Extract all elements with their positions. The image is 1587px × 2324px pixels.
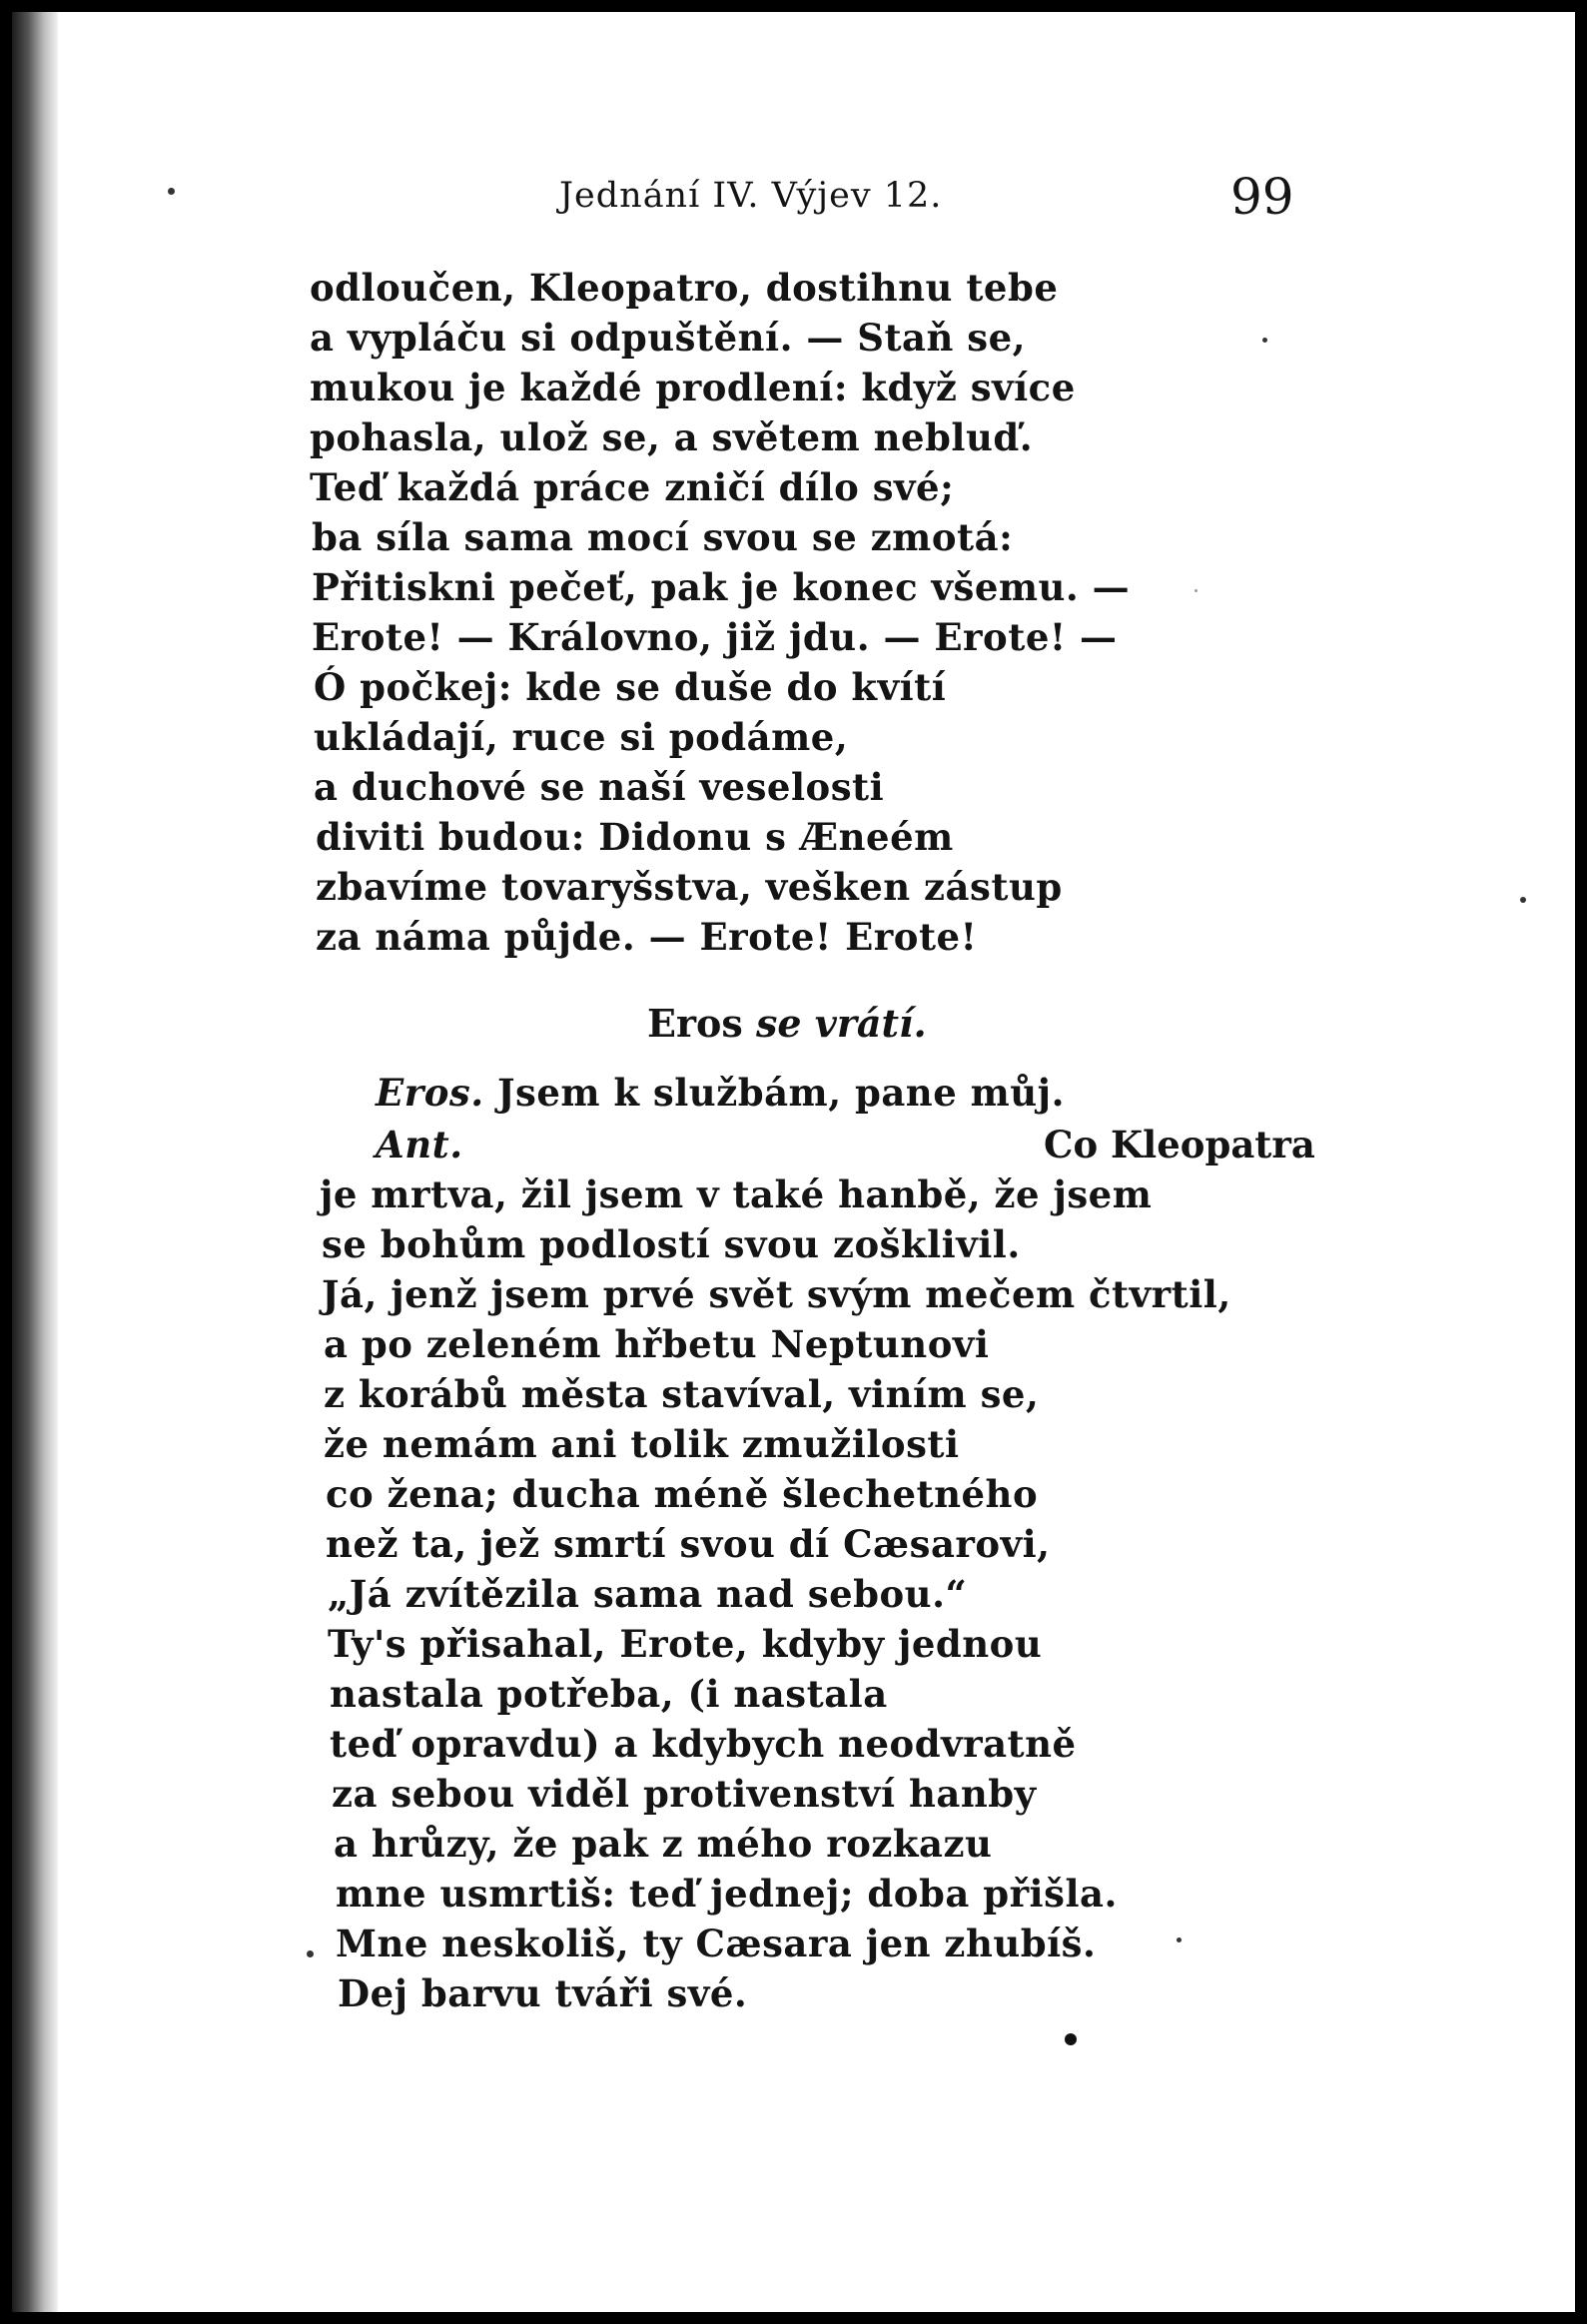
verse-line: mne usmrtiš: teď jednej; doba přišla. (336, 1872, 1118, 1916)
verse-line: za náma půjde. — Erote! Erote! (316, 915, 978, 959)
verse-line: zbavíme tovaryšstva, vešken zástup (316, 865, 1063, 909)
verse-line: nastala potřeba, (i nastala (330, 1672, 888, 1716)
verse-line: a hrůzy, že pak z mého rozkazu (334, 1822, 993, 1866)
verse-line: z korábů města stavíval, viním se, (324, 1372, 1040, 1416)
verse-line: mukou je každé prodlení: když svíce (310, 366, 1076, 409)
scan-speck (168, 188, 175, 195)
verse-line: ba síla sama mocí svou se zmotá: (312, 515, 1014, 559)
verse-line: Teď každá práce zničí dílo své; (310, 465, 955, 509)
scan-speck (1065, 2033, 1077, 2045)
stage-direction-name: Eros (647, 1001, 743, 1046)
verse-line: pohasla, ulož se, a světem nebluď. (310, 415, 1034, 459)
verse-line: a po zeleném hřbetu Neptunovi (324, 1322, 990, 1366)
verse-line: a vypláču si odpuštění. — Staň se, (310, 316, 1027, 360)
running-header: Jednání IV. Výjev 12. (559, 176, 943, 216)
scan-speck (1262, 338, 1267, 343)
verse-line: Mne neskoliš, ty Cæsara jen zhubíš. (336, 1922, 1097, 1965)
eros-speech (376, 1071, 1065, 1115)
stage-direction-action: se vrátí. (755, 1001, 927, 1046)
verse-line: a duchové se naší veselosti (314, 765, 885, 809)
speaker-eros: Eros. (376, 1071, 484, 1115)
page-number: 99 (1230, 168, 1294, 226)
verse-line: je mrtva, žil jsem v také hanbě, že jsem (320, 1172, 1153, 1216)
antony-first-text: Co Kleopatra (1044, 1123, 1315, 1166)
verse-line: ukládají, ruce si podáme, (314, 715, 849, 759)
stage-direction (647, 1001, 927, 1046)
verse-line: než ta, jež smrtí svou dí Cæsarovi, (326, 1522, 1051, 1566)
verse-line: Já, jenž jsem prvé svět svým mečem čtvrtil, (322, 1272, 1231, 1316)
verse-line: co žena; ducha méně šlechetného (326, 1472, 1039, 1516)
speaker-antony (376, 1123, 463, 1166)
eros-speech-text: Jsem k službám, pane můj. (496, 1071, 1065, 1115)
scan-speck (1520, 897, 1526, 903)
verse-line: Ó počkej: kde se duše do kvítí (314, 665, 947, 709)
speaker-ant: Ant. (376, 1123, 463, 1166)
scan-speck (1177, 1937, 1182, 1942)
verse-line: Erote! — Královno, již jdu. — Erote! — (312, 615, 1118, 659)
verse-line: že nemám ani tolik zmužilosti (324, 1422, 960, 1466)
scan-speck (307, 1950, 314, 1957)
verse-line: Přitiskni pečeť, pak je konec všemu. — (312, 565, 1131, 609)
scan-speck (1194, 589, 1197, 592)
verse-line: se bohům podlostí svou zošklivil. (322, 1222, 1021, 1266)
verse-line: teď opravdu) a kdybych neodvratně (330, 1722, 1077, 1766)
verse-line: odloučen, Kleopatro, dostihnu tebe (310, 266, 1059, 310)
verse-line: Ty's přisahal, Erote, kdyby jednou (328, 1622, 1043, 1666)
verse-line: za sebou viděl protivenství hanby (332, 1772, 1037, 1816)
verse-line: Dej barvu tváři své. (338, 1971, 748, 2015)
verse-line: diviti budou: Didonu s Æneém (316, 815, 954, 859)
verse-line: „Já zvítězila sama nad sebou.“ (328, 1572, 968, 1616)
